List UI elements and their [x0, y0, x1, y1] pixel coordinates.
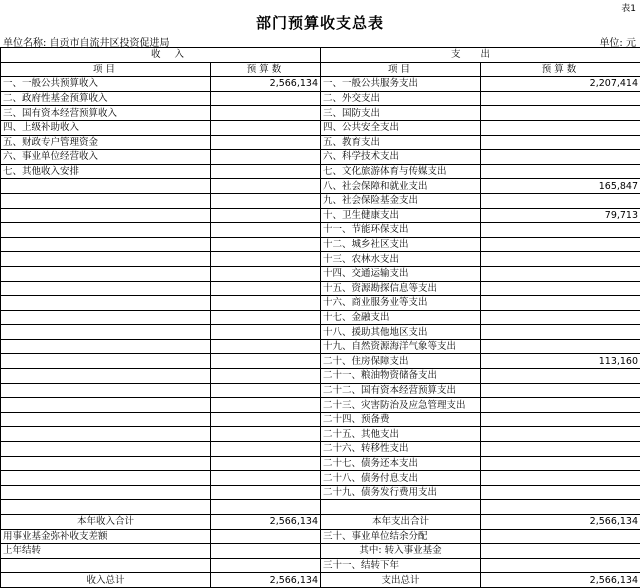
- table-row: [1, 412, 640, 427]
- income-item: 三、国有资本经营预算收入: [1, 106, 211, 121]
- blank-cell: [321, 500, 481, 515]
- expense-value: [481, 383, 640, 398]
- table-row: [1, 179, 640, 194]
- table-row: [1, 237, 640, 252]
- income-header: 收入: [1, 48, 321, 63]
- income-item: [1, 281, 211, 296]
- expense-value: [481, 529, 640, 544]
- blank-cell: [1, 500, 211, 515]
- income-value: [211, 529, 321, 544]
- table-row: [1, 296, 640, 311]
- expense-item: 十六、商业服务业等支出: [321, 296, 481, 311]
- income-item: [1, 354, 211, 369]
- table-row: [1, 223, 640, 238]
- unit-name: 单位名称: 自贡市自流井区投资促进局: [3, 38, 170, 49]
- income-item-header: 项目: [1, 62, 211, 77]
- expense-item: 二十七、债务还本支出: [321, 456, 481, 471]
- income-grand-label: 收入总计: [1, 573, 211, 588]
- income-value: [211, 310, 321, 325]
- expense-item: 三、国防支出: [321, 106, 481, 121]
- currency-unit: 单位: 元: [599, 38, 636, 49]
- expense-header: 支出: [321, 48, 640, 63]
- expense-value: [481, 456, 640, 471]
- table-row: [1, 106, 640, 121]
- income-value: [211, 208, 321, 223]
- income-value: [211, 471, 321, 486]
- income-value: [211, 281, 321, 296]
- income-item: [1, 412, 211, 427]
- table-row: [1, 150, 640, 165]
- expense-value: [481, 164, 640, 179]
- expense-grand-value: 2,566,134: [481, 573, 640, 588]
- expense-item: 二十六、转移性支出: [321, 442, 481, 457]
- income-value: [211, 442, 321, 457]
- expense-item: 二、外交支出: [321, 91, 481, 106]
- income-value: [211, 544, 321, 559]
- income-item: [1, 398, 211, 413]
- income-value: [211, 150, 321, 165]
- table-row: [1, 456, 640, 471]
- income-value: [211, 193, 321, 208]
- income-value: [211, 164, 321, 179]
- expense-value: [481, 91, 640, 106]
- table-row: [1, 339, 640, 354]
- expense-budget-header: 预算数: [481, 62, 640, 77]
- table-row: [1, 544, 640, 559]
- income-item: 上年结转: [1, 544, 211, 559]
- expense-grand-label: 支出总计: [321, 573, 481, 588]
- income-item: 五、财政专户管理资金: [1, 135, 211, 150]
- income-item: [1, 339, 211, 354]
- income-item: 七、其他收入安排: [1, 164, 211, 179]
- income-value: [211, 237, 321, 252]
- income-item: 四、上级补助收入: [1, 120, 211, 135]
- table-row: [1, 77, 640, 92]
- expense-item: 二十一、粮油物资储备支出: [321, 369, 481, 384]
- income-value: [211, 120, 321, 135]
- expense-item: 十八、援助其他地区支出: [321, 325, 481, 340]
- table-row: [1, 310, 640, 325]
- income-value: [211, 427, 321, 442]
- income-value: [211, 558, 321, 573]
- table-row: [1, 164, 640, 179]
- income-value: [211, 179, 321, 194]
- table-row: [1, 558, 640, 573]
- expense-value: 2,207,414: [481, 77, 640, 92]
- income-value: [211, 398, 321, 413]
- expense-value: [481, 412, 640, 427]
- income-item: [1, 208, 211, 223]
- blank-cell: [211, 500, 321, 515]
- income-value: [211, 91, 321, 106]
- expense-value: [481, 398, 640, 413]
- expense-total-value: 2,566,134: [481, 515, 640, 530]
- income-value: [211, 339, 321, 354]
- expense-value: [481, 296, 640, 311]
- blank-cell: [481, 500, 640, 515]
- expense-value: 165,847: [481, 179, 640, 194]
- expense-item: 二十五、其他支出: [321, 427, 481, 442]
- expense-item: 十七、金融支出: [321, 310, 481, 325]
- table-row: [1, 427, 640, 442]
- income-item: [1, 310, 211, 325]
- expense-total-label: 本年支出合计: [321, 515, 481, 530]
- expense-item: 二十四、预备费: [321, 412, 481, 427]
- expense-item: 三十、事业单位结余分配: [321, 529, 481, 544]
- page-title: 部门预算收支总表: [255, 14, 384, 32]
- income-item: [1, 325, 211, 340]
- expense-value: [481, 369, 640, 384]
- expense-item-header: 项目: [321, 62, 481, 77]
- blank-row: [1, 500, 640, 515]
- income-item: [1, 471, 211, 486]
- income-value: [211, 135, 321, 150]
- table-row: [1, 135, 640, 150]
- expense-item: 十五、资源勘探信息等支出: [321, 281, 481, 296]
- table-row: [1, 398, 640, 413]
- table-row: [1, 471, 640, 486]
- table-row: [1, 266, 640, 281]
- grand-total-row: [1, 573, 640, 588]
- expense-item: 二十九、债务发行费用支出: [321, 485, 481, 500]
- income-value: [211, 252, 321, 267]
- table-row: [1, 91, 640, 106]
- expense-value: [481, 106, 640, 121]
- expense-item: 七、文化旅游体育与传媒支出: [321, 164, 481, 179]
- table-row: [1, 193, 640, 208]
- income-budget-header: 预算数: [211, 62, 321, 77]
- income-item: [1, 456, 211, 471]
- table-row: [1, 325, 640, 340]
- expense-value: [481, 471, 640, 486]
- expense-item: 二十二、国有资本经营预算支出: [321, 383, 481, 398]
- income-item: [1, 369, 211, 384]
- income-item: [1, 252, 211, 267]
- income-item: [1, 266, 211, 281]
- expense-item: 五、教育支出: [321, 135, 481, 150]
- income-value: [211, 296, 321, 311]
- income-value: [211, 223, 321, 238]
- income-item: [1, 237, 211, 252]
- expense-item: 十二、城乡社区支出: [321, 237, 481, 252]
- income-item: [1, 485, 211, 500]
- column-header-row: [1, 62, 640, 77]
- expense-value: [481, 252, 640, 267]
- expense-item: 二十三、灾害防治及应急管理支出: [321, 398, 481, 413]
- expense-value: [481, 150, 640, 165]
- income-item: [1, 223, 211, 238]
- income-item: [1, 427, 211, 442]
- expense-item: 一、一般公共服务支出: [321, 77, 481, 92]
- table-row: [1, 120, 640, 135]
- expense-item: 四、公共安全支出: [321, 120, 481, 135]
- expense-value: [481, 120, 640, 135]
- income-item: [1, 558, 211, 573]
- expense-item: 三十一、结转下年: [321, 558, 481, 573]
- income-total-value: 2,566,134: [211, 515, 321, 530]
- expense-value: [481, 485, 640, 500]
- expense-value: [481, 544, 640, 559]
- income-item: [1, 193, 211, 208]
- table-row: [1, 369, 640, 384]
- income-value: [211, 266, 321, 281]
- income-value: [211, 106, 321, 121]
- table-row: [1, 252, 640, 267]
- income-item: [1, 179, 211, 194]
- income-value: [211, 456, 321, 471]
- expense-item: 十三、农林水支出: [321, 252, 481, 267]
- expense-item: 九、社会保险基金支出: [321, 193, 481, 208]
- table-row: [1, 383, 640, 398]
- table-row: [1, 281, 640, 296]
- table-row: [1, 529, 640, 544]
- expense-item: 十四、交通运输支出: [321, 266, 481, 281]
- expense-item: 十一、节能环保支出: [321, 223, 481, 238]
- expense-value: [481, 558, 640, 573]
- income-grand-value: 2,566,134: [211, 573, 321, 588]
- income-value: 2,566,134: [211, 77, 321, 92]
- income-value: [211, 354, 321, 369]
- expense-value: 79,713: [481, 208, 640, 223]
- income-value: [211, 485, 321, 500]
- income-value: [211, 383, 321, 398]
- expense-value: [481, 310, 640, 325]
- expense-value: [481, 339, 640, 354]
- expense-value: [481, 281, 640, 296]
- expense-item: 其中: 转入事业基金: [321, 544, 481, 559]
- budget-summary-table: [0, 47, 640, 588]
- expense-value: [481, 237, 640, 252]
- income-item: 一、一般公共预算收入: [1, 77, 211, 92]
- expense-item: 六、科学技术支出: [321, 150, 481, 165]
- income-item: 六、事业单位经营收入: [1, 150, 211, 165]
- expense-value: [481, 135, 640, 150]
- expense-value: [481, 193, 640, 208]
- expense-item: 八、社会保障和就业支出: [321, 179, 481, 194]
- income-item: 用事业基金弥补收支差额: [1, 529, 211, 544]
- expense-item: 二十、住房保障支出: [321, 354, 481, 369]
- income-value: [211, 412, 321, 427]
- expense-value: [481, 325, 640, 340]
- table-row: [1, 354, 640, 369]
- expense-value: [481, 266, 640, 281]
- income-item: [1, 442, 211, 457]
- income-total-label: 本年收入合计: [1, 515, 211, 530]
- expense-value: [481, 442, 640, 457]
- table-row: [1, 208, 640, 223]
- expense-item: 二十八、债务付息支出: [321, 471, 481, 486]
- income-value: [211, 369, 321, 384]
- expense-item: 十、卫生健康支出: [321, 208, 481, 223]
- expense-value: [481, 427, 640, 442]
- annual-total-row: [1, 515, 640, 530]
- income-item: [1, 383, 211, 398]
- table-row: [1, 485, 640, 500]
- section-header-row: [1, 48, 640, 63]
- income-item: [1, 296, 211, 311]
- expense-value: 113,160: [481, 354, 640, 369]
- table-row: [1, 442, 640, 457]
- table-number: 表1: [621, 4, 636, 14]
- expense-item: 十九、自然资源海洋气象等支出: [321, 339, 481, 354]
- expense-value: [481, 223, 640, 238]
- income-item: 二、政府性基金预算收入: [1, 91, 211, 106]
- income-value: [211, 325, 321, 340]
